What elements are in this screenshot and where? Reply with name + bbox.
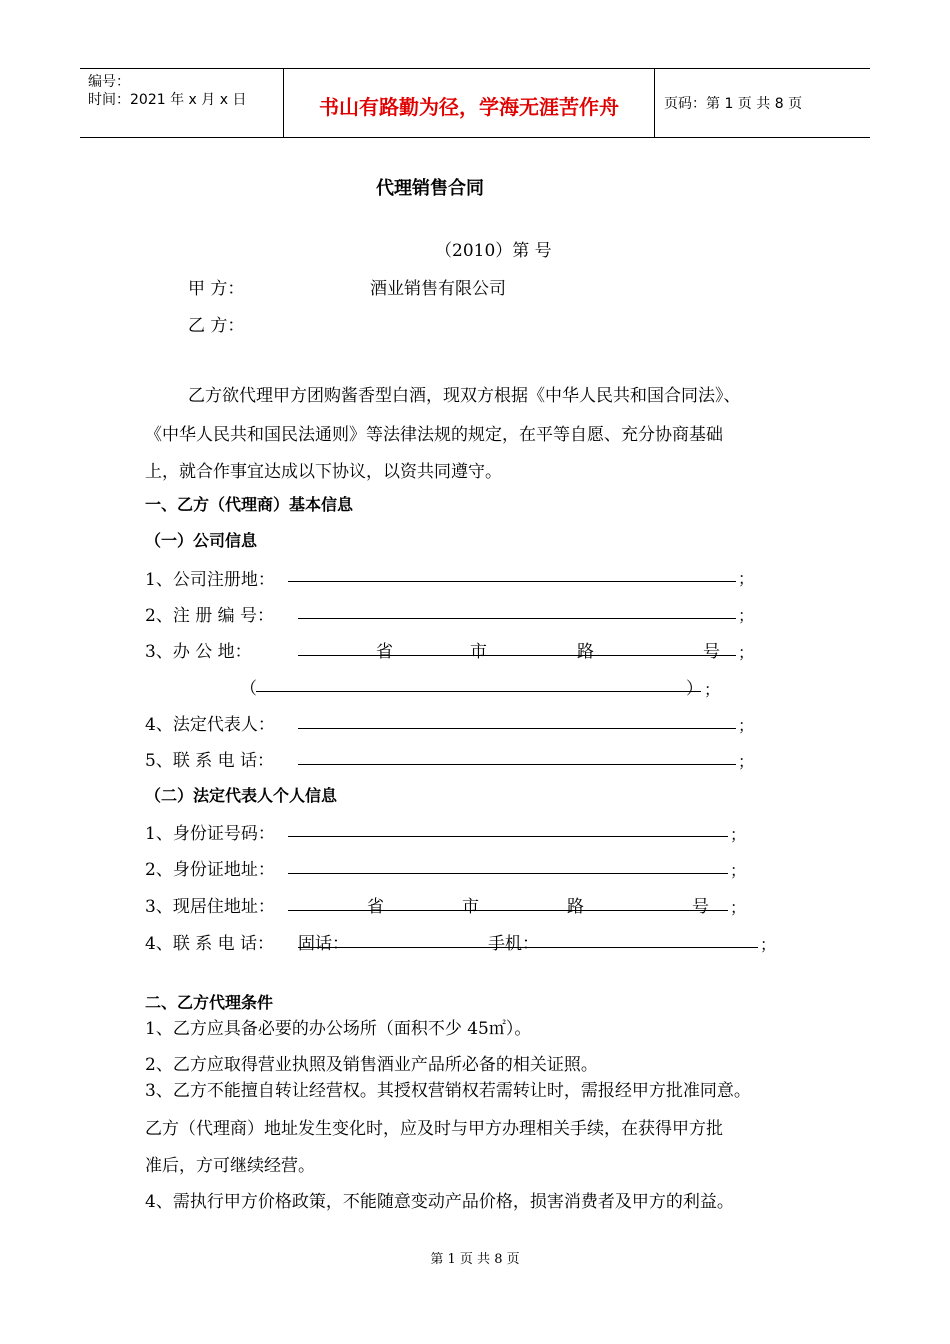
semicolon: ；	[760, 935, 777, 954]
paren-open: （	[240, 679, 257, 699]
field-office[interactable]	[298, 655, 736, 656]
party-a-label: 甲 方：	[188, 279, 245, 299]
condition-2: 2、乙方应取得营业执照及销售酒业产品所必备的相关证照。	[145, 1055, 598, 1075]
party-b-label: 乙 方：	[188, 316, 245, 336]
addr-road: 路	[567, 897, 584, 917]
label-reg-no: 2、注 册 编 号：	[145, 606, 275, 626]
field-reg-address[interactable]	[288, 581, 736, 582]
label-contact-phone: 4、联 系 电 话：	[145, 934, 275, 954]
header-motto: 书山有路勤为径，学海无涯苦作舟	[319, 95, 619, 119]
semicolon: ；	[738, 752, 755, 771]
section-1-sub-2: （二）法定代表人个人信息	[145, 786, 338, 805]
section-1-sub-1: （一）公司信息	[145, 531, 258, 550]
label-office: 3、办 公 地：	[145, 642, 252, 662]
field-id-no[interactable]	[288, 836, 728, 837]
label-mobile: 手机：	[488, 934, 539, 954]
semicolon: ；	[730, 825, 747, 844]
addr-province: 省	[376, 642, 393, 662]
condition-3-line-3: 准后，方可继续经营。	[145, 1156, 315, 1176]
addr-province: 省	[367, 897, 384, 917]
page-header	[80, 68, 870, 138]
addr-number: 号	[692, 897, 709, 917]
field-rep[interactable]	[298, 728, 736, 729]
semicolon: ；	[738, 643, 755, 662]
semicolon: ；	[738, 716, 755, 735]
condition-3-line-2: 乙方（代理商）地址发生变化时，应及时与甲方办理相关手续，在获得甲方批	[145, 1119, 723, 1139]
contract-number: （2010）第 号	[435, 241, 552, 261]
header-page-info: 页码：第 1 页 共 8 页	[664, 96, 803, 112]
addr-road: 路	[577, 642, 594, 662]
label-reg-address: 1、公司注册地：	[145, 570, 275, 590]
semicolon: ；	[730, 898, 747, 917]
party-a-value: 酒业销售有限公司	[370, 279, 506, 299]
field-home-address[interactable]	[288, 910, 728, 911]
field-phone[interactable]	[298, 764, 736, 765]
semicolon: ；	[730, 861, 747, 880]
label-id-address: 2、身份证地址：	[145, 860, 275, 880]
document-title: 代理销售合同	[376, 178, 484, 199]
semicolon: ；	[738, 606, 755, 625]
semicolon: ；	[704, 680, 721, 699]
label-home-address: 3、现居住地址：	[145, 897, 275, 917]
condition-3: 3、乙方不能擅自转让经营权。其授权营销权若需转让时，需报经甲方批准同意。	[145, 1081, 751, 1101]
section-1-title: 一、乙方（代理商）基本信息	[145, 495, 354, 514]
header-meta	[88, 73, 246, 109]
field-office-extra[interactable]	[256, 691, 701, 692]
addr-city: 市	[470, 642, 487, 662]
semicolon: ；	[738, 569, 755, 588]
intro-line-2: 《中华人民共和国民法通则》等法律法规的规定，在平等自愿、充分协商基础	[145, 425, 723, 445]
label-rep: 4、法定代表人：	[145, 715, 275, 735]
paren-close: ）	[686, 679, 703, 699]
intro-line-3: 上，就合作事宜达成以下协议，以资共同遵守。	[145, 462, 502, 482]
label-landline: 固话：	[298, 934, 349, 954]
label-id-no: 1、身份证号码：	[145, 824, 275, 844]
header-divider	[654, 69, 655, 137]
section-2-title: 二、乙方代理条件	[145, 993, 274, 1012]
condition-4: 4、需执行甲方价格政策，不能随意变动产品价格，损害消费者及甲方的利益。	[145, 1192, 734, 1212]
header-number: 编号：	[88, 74, 130, 90]
header-time: 时间：2021 年 x 月 x 日	[88, 92, 247, 108]
page-footer: 第 1 页 共 8 页	[430, 1252, 520, 1267]
field-id-address[interactable]	[288, 873, 728, 874]
field-reg-no[interactable]	[298, 618, 736, 619]
label-phone: 5、联 系 电 话：	[145, 751, 275, 771]
addr-city: 市	[462, 897, 479, 917]
condition-1: 1、乙方应具备必要的办公场所（面积不少 45㎡）。	[145, 1019, 532, 1039]
addr-number: 号	[703, 642, 720, 662]
intro-line-1: 乙方欲代理甲方团购酱香型白酒，现双方根据《中华人民共和国合同法》、	[188, 386, 741, 406]
